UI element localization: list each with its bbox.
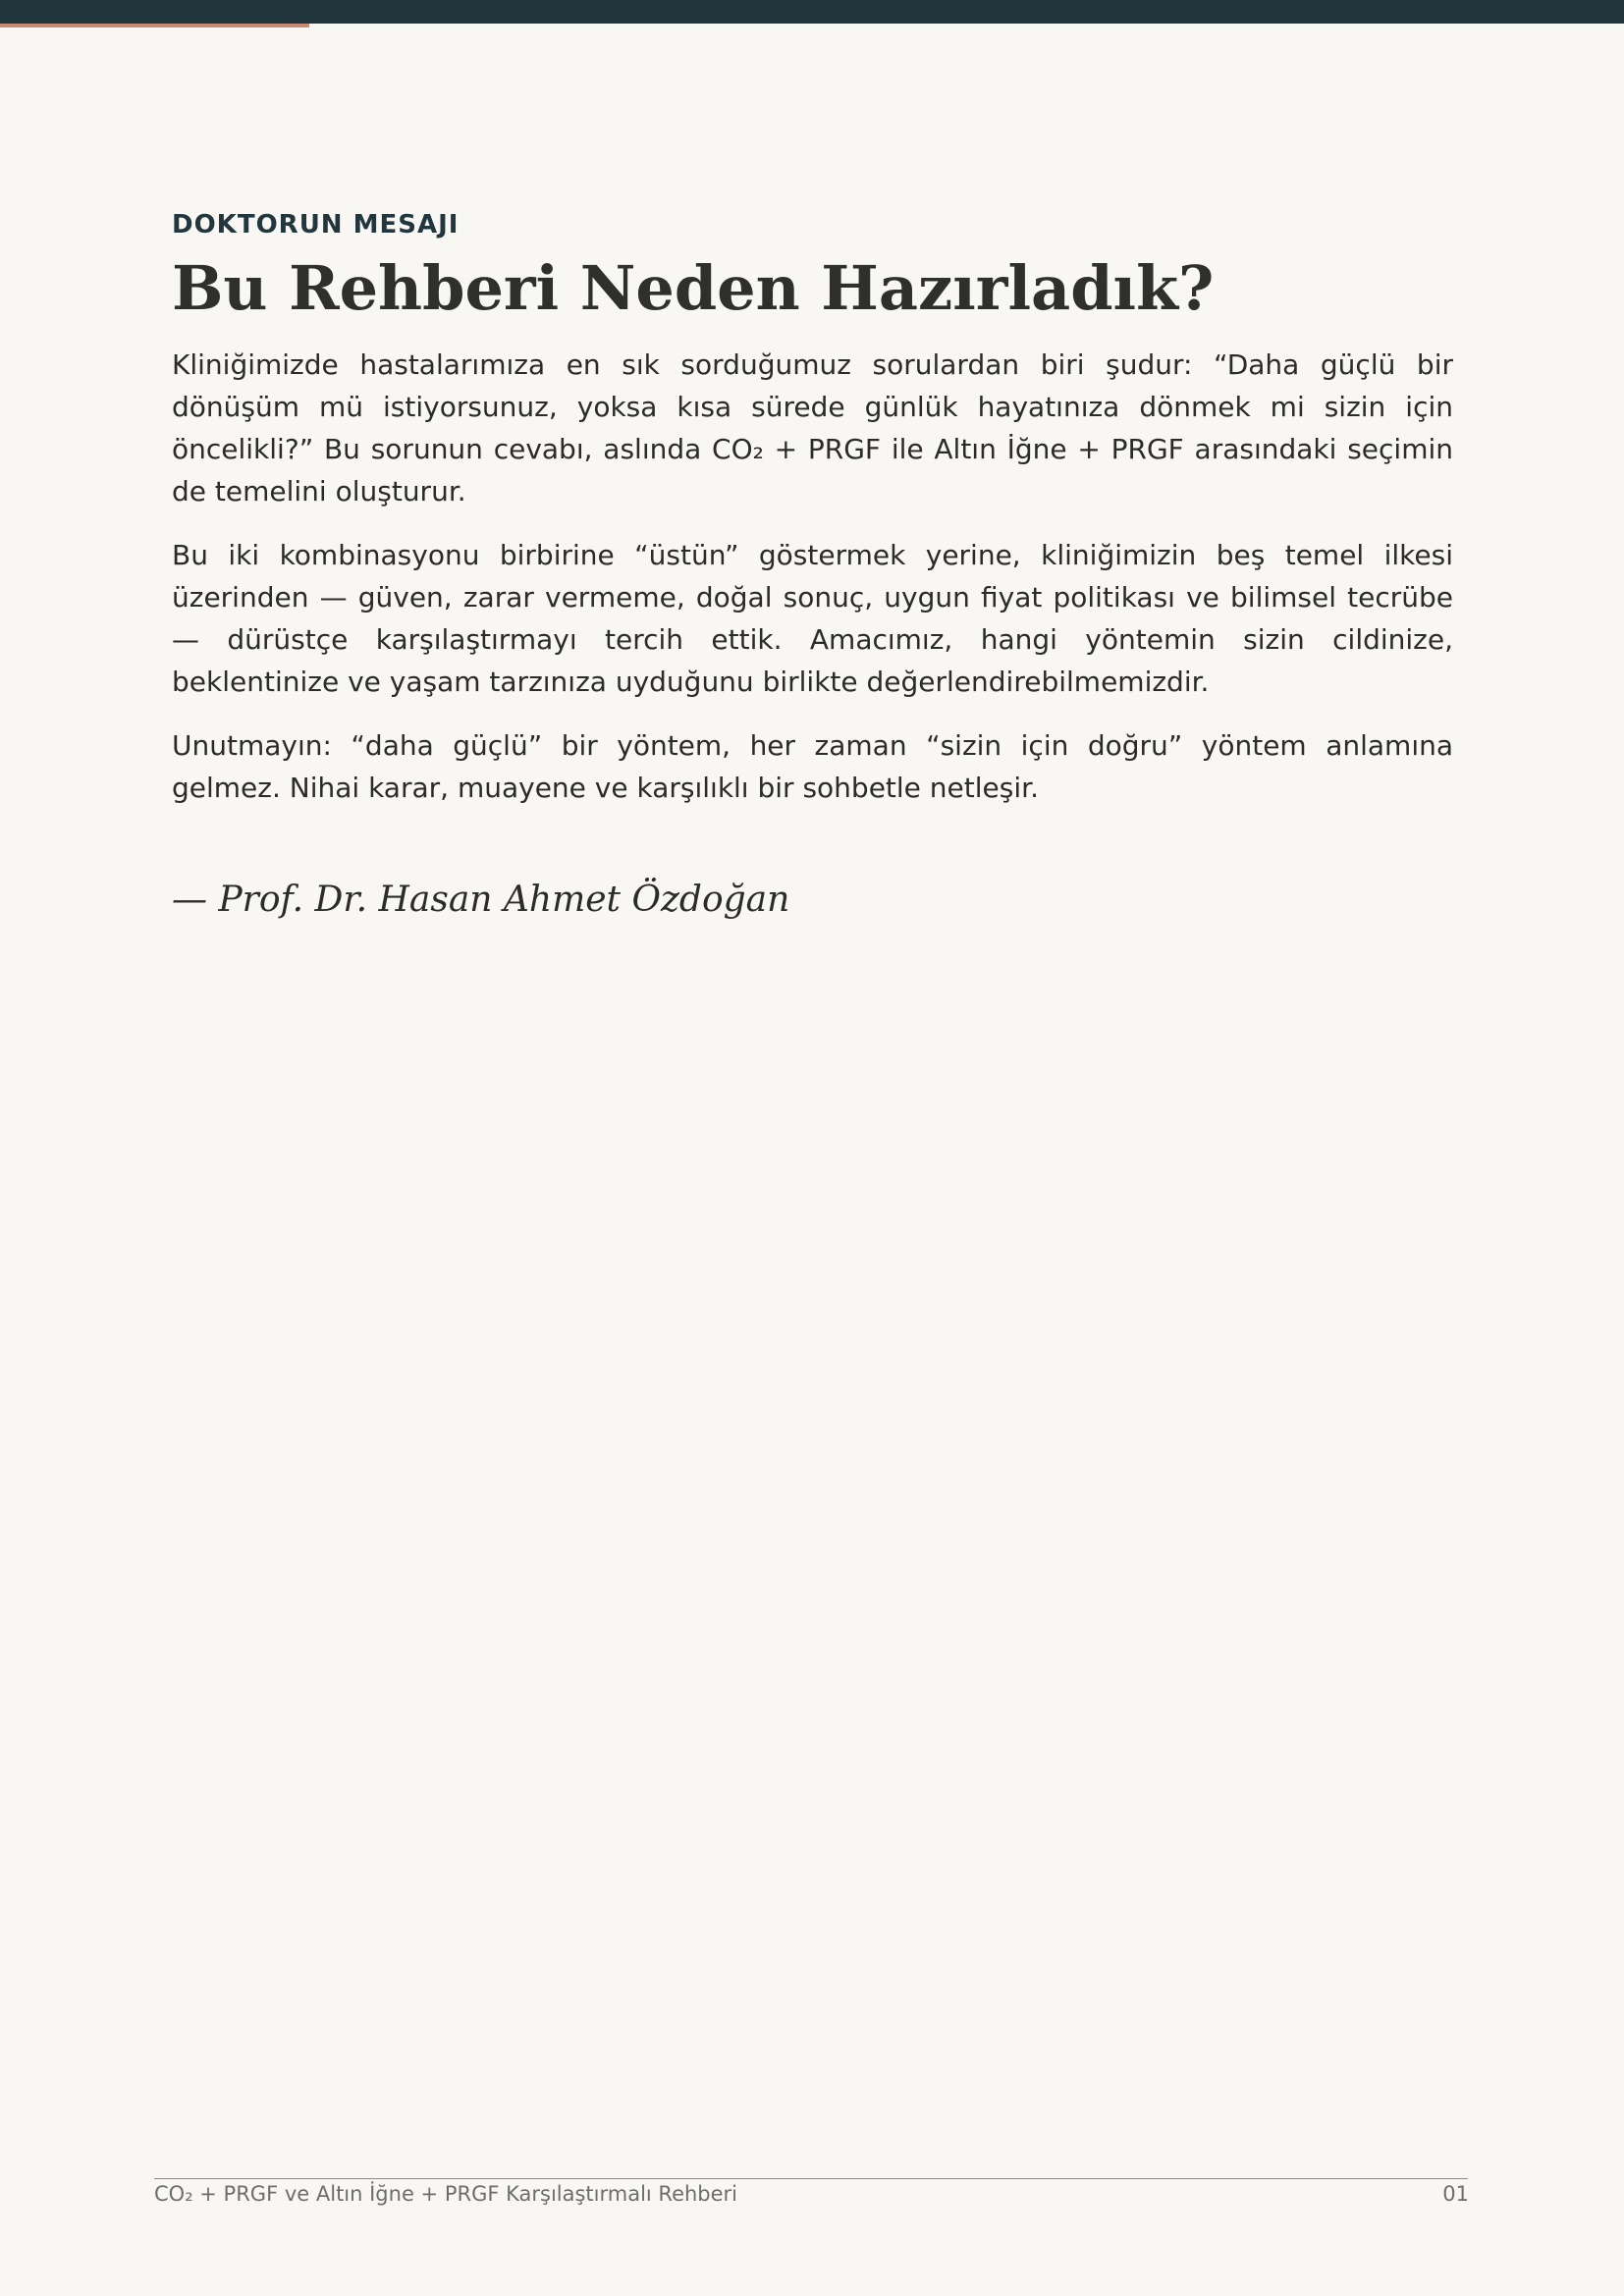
header-accent-line: [0, 24, 309, 27]
doctor-signature: — Prof. Dr. Hasan Ahmet Özdoğan: [172, 880, 790, 920]
section-eyebrow: DOKTORUN MESAJI: [172, 210, 460, 240]
body-paragraph-1: Kliniğimizde hastalarımıza en sık sorduğumuz sorulardan biri şudur: “Daha güçlü bir dönüşüm mü istiyorsunuz, yoksa kısa sürede günlük hayatınıza dönmek mi sizin için öncelikli?” Bu sorunun cevabı, aslında CO₂ + PRGF ile Altın İğne + PRGF arasındaki seçimin de temelini oluşturur.: [172, 348, 1453, 507]
page-title: Bu Rehberi Neden Hazırladık?: [172, 252, 1215, 324]
body-paragraph-3: Unutmayın: “daha güçlü” bir yöntem, her zaman “sizin için doğru” yöntem anlamına gelmez. Nihai karar, muayene ve karşılıklı bir sohbetle netleşir.: [172, 729, 1453, 804]
page-content: [172, 208, 1453, 923]
footer-document-title: CO₂ + PRGF ve Altın İğne + PRGF Karşılaştırmalı Rehberi: [154, 2182, 738, 2206]
footer-divider: [154, 2178, 1468, 2179]
footer-page-number: 01: [1442, 2182, 1469, 2206]
body-paragraph-2: Bu iki kombinasyonu birbirine “üstün” göstermek yerine, kliniğimizin beş temel ilkesi üzerinden — güven, zarar vermeme, doğal sonuç, uygun fiyat politikası ve bilimsel tecrübe — dürüstçe karşılaştırmayı tercih ettik. Amacımız, hangi yöntemin sizin cildinize, beklentinize ve yaşam tarzınıza uyduğunu birlikte değerlendirebilmemizdir.: [172, 539, 1453, 698]
header-bar: [0, 0, 1624, 24]
